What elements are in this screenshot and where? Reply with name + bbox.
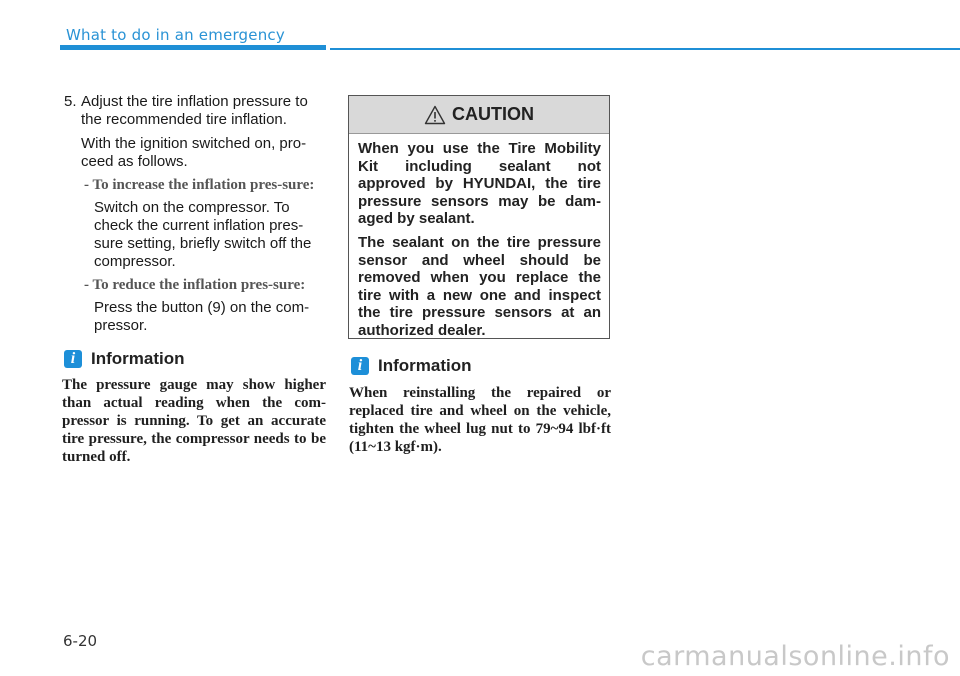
caution-paragraph: The sealant on the tire pressure sensor and wheel should be removed when you replace the tire with a new one and inspect the tire pressure sensors at an authorized dealer. — [358, 233, 601, 339]
caution-paragraph: When you use the Tire Mobility Kit including sealant not approved by HYUNDAI, the tire pressure sensors may be dam-aged by sealant. — [358, 140, 601, 228]
reduce-heading: - To reduce the inflation pres-sure: — [84, 277, 306, 293]
information-heading — [349, 356, 611, 376]
step-intro: With the ignition switched on, pro-ceed as follows. — [81, 135, 307, 170]
caution-body — [349, 134, 609, 340]
information-heading — [62, 349, 326, 369]
caution-header — [349, 96, 609, 134]
page-number: 6-20 — [63, 632, 98, 650]
increase-body: Switch on the compressor. To check the current inflation pres-sure setting, briefly switch off the compressor. — [94, 199, 312, 270]
info-icon: i — [351, 357, 369, 375]
watermark: carmanualsonline.info — [640, 641, 950, 672]
reduce-body: Press the button (9) on the com-pressor. — [94, 299, 310, 334]
caution-title: CAUTION — [452, 104, 534, 124]
right-information — [349, 356, 611, 456]
step-5 — [62, 93, 326, 129]
information-title: Information — [91, 349, 185, 368]
caution-box — [348, 95, 610, 339]
header-rule-line — [330, 48, 960, 50]
step-text: Adjust the tire inflation pressure to the recommended tire inflation. — [81, 93, 308, 128]
information-body: The pressure gauge may show higher than actual reading when the com-pressor is running. To get an accurate tire pressure, the compressor needs to be turned off. — [62, 377, 326, 465]
increase-heading: - To increase the inflation pres-sure: — [84, 177, 315, 193]
header-rule-accent — [60, 45, 326, 50]
left-column — [62, 93, 326, 466]
information-title: Information — [378, 356, 472, 375]
information-body: When reinstalling the repaired or replaced tire and wheel on the vehicle, tighten the wheel lug nut to 79~94 lbf·ft (11~13 kgf·m). — [349, 385, 611, 455]
step-number: 5. — [64, 93, 77, 110]
info-icon: i — [64, 350, 82, 368]
warning-triangle-icon — [424, 105, 446, 125]
section-title: What to do in an emergency — [66, 26, 285, 44]
